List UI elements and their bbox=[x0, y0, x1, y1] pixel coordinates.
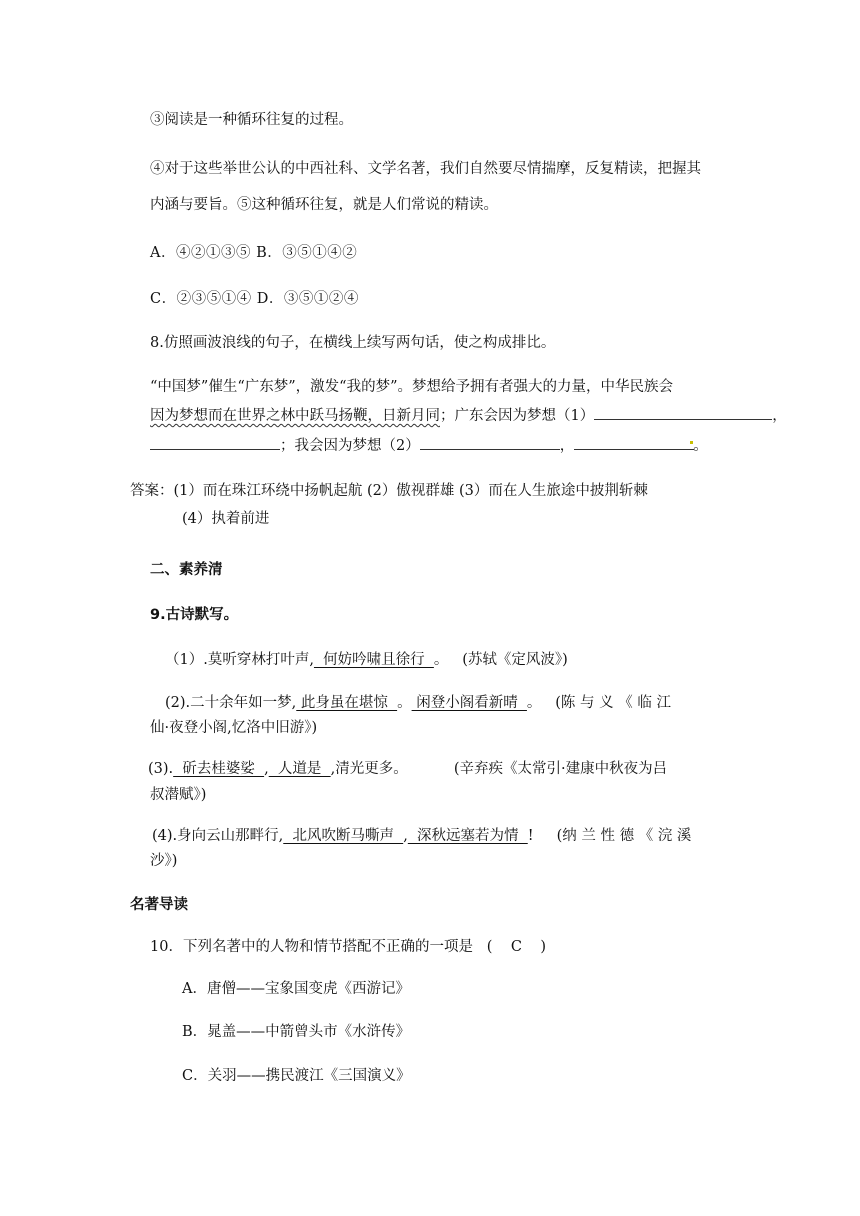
q10-option-b: B．晁盖——中箭曾头市《水浒传》 bbox=[182, 1024, 411, 1040]
q8-paragraph-line3 bbox=[150, 435, 708, 456]
q8-line2-end: ， bbox=[772, 408, 787, 424]
q8-answer-line1: 答案：(1）而在珠江环绕中扬帆起航 (2）傲视群雄 (3）而在人生旅途中披荆斩棘 bbox=[130, 483, 648, 499]
q9-item-4-line2: 沙》) bbox=[150, 853, 178, 869]
q8-stem: 8.仿照画波浪线的句子，在横线上续写两句话，使之构成排比。 bbox=[150, 335, 556, 351]
q8-line3-mid: ；我会因为梦想（2） bbox=[280, 438, 420, 454]
q9-3-prefix: (3). bbox=[148, 761, 174, 777]
q9-item-3-line2: 叔潜赋》) bbox=[150, 787, 207, 803]
q8-wavy-sentence: 因为梦想而在世界之林中跃马扬鞭，日新月同 bbox=[150, 408, 440, 424]
q9-3-suffix: ,清光更多。 (辛弃疾《太常引·建康中秋夜为吕 bbox=[330, 761, 668, 777]
q10-option-c: C．关羽——携民渡江《三国演义》 bbox=[182, 1068, 411, 1084]
q9-4-mid: , bbox=[403, 828, 408, 844]
q9-title: 9.古诗默写。 bbox=[150, 607, 239, 623]
q9-1-suffix: 。 (苏轼《定风波》) bbox=[433, 652, 568, 668]
section-2-title: 二、素养清 bbox=[150, 562, 223, 578]
q9-item-1 bbox=[165, 650, 568, 670]
q9-3-answer-2: 人道是 bbox=[268, 761, 331, 777]
q9-2-answer-1: 此身虽在堪惊 bbox=[296, 695, 398, 711]
q10-option-a: A．唐僧——宝象国变虎《西游记》 bbox=[182, 981, 410, 997]
q7-sentence-4-line2: 内涵与要旨。⑤这种循环往复，就是人们常说的精读。 bbox=[150, 197, 498, 213]
q9-item-4 bbox=[152, 826, 691, 846]
q9-item-3 bbox=[148, 759, 667, 779]
q8-blank-1a[interactable] bbox=[594, 405, 772, 420]
q9-2-mid: 。 bbox=[397, 695, 412, 711]
q9-1-prefix: （1）.莫听穿林打叶声, bbox=[165, 652, 314, 668]
q7-sentence-3: ③阅读是一种循环往复的过程。 bbox=[150, 112, 353, 128]
q9-4-answer-1: 北风吹断马嘶声 bbox=[283, 828, 404, 844]
q8-paragraph-line1: “中国梦”催生“广东梦”，激发“我的梦”。梦想给予拥有者强大的力量，中华民族会 bbox=[150, 379, 673, 395]
q9-3-mid: , bbox=[264, 761, 269, 777]
q9-2-answer-2: 闲登小阁看新晴 bbox=[411, 695, 527, 711]
q9-1-answer: 何妨吟啸且徐行 bbox=[313, 652, 434, 668]
q8-paragraph-line2 bbox=[150, 405, 787, 426]
q8-answer-line2: (4）执着前进 bbox=[182, 511, 270, 527]
q9-item-2 bbox=[165, 693, 671, 713]
q8-blank-1b[interactable] bbox=[150, 435, 280, 450]
q9-4-suffix: ! (纳 兰 性 德 《 浣 溪 bbox=[527, 828, 692, 844]
q8-line3-comma: ， bbox=[559, 438, 575, 454]
q9-2-prefix: (2).二十余年如一梦, bbox=[165, 695, 297, 711]
mingzhu-title: 名著导读 bbox=[130, 897, 188, 913]
q7-sentence-4-line1: ④对于这些举世公认的中西社科、文学名著，我们自然要尽情揣摩，反复精读，把握其 bbox=[150, 161, 701, 177]
q10-stem: 10．下列名著中的人物和情节搭配不正确的一项是 ( C ) bbox=[150, 939, 547, 955]
q7-options-ab: A．④②①③⑤ B．③⑤①④② bbox=[150, 245, 358, 261]
q9-3-answer-1: 斫去桂婆娑 bbox=[173, 761, 265, 777]
q8-blank-2a[interactable] bbox=[420, 435, 560, 450]
q8-line2-text: ；广东会因为梦想（1） bbox=[440, 408, 595, 424]
q9-2-suffix: 。 (陈 与 义 《 临 江 bbox=[526, 695, 671, 711]
q9-item-2-line2: 仙·夜登小阁,忆洛中旧游》) bbox=[150, 720, 318, 736]
q7-options-cd: C．②③⑤①④ D．③⑤①②④ bbox=[150, 291, 359, 307]
q8-blank-2b[interactable] bbox=[574, 435, 694, 450]
q9-4-answer-2: 深秋远塞若为情 bbox=[407, 828, 528, 844]
q8-line3-end: 。 bbox=[693, 438, 708, 454]
q9-4-prefix: (4).身向云山那畔行, bbox=[152, 828, 284, 844]
